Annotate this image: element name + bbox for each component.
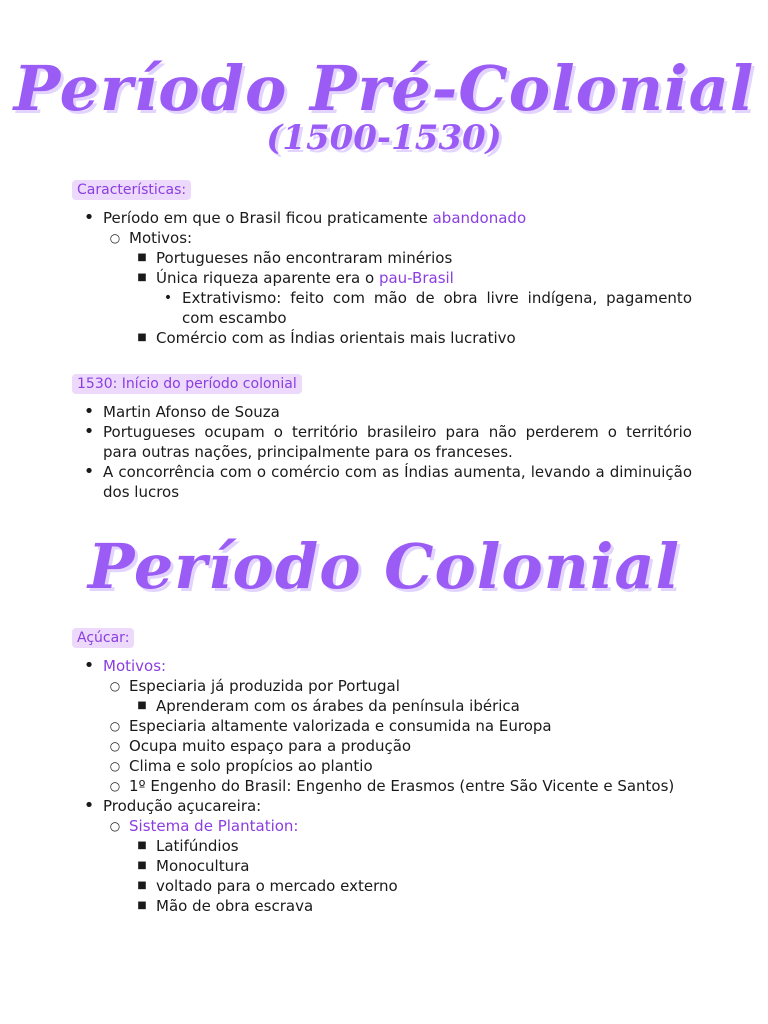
bullet-circle-icon: ○ — [109, 779, 121, 793]
item-text: Latifúndios — [156, 837, 239, 855]
list-item — [76, 856, 692, 876]
item-text: Comércio com as Índias orientais mais lucrativo — [156, 329, 516, 347]
list-item — [76, 776, 692, 796]
list-caracteristicas — [76, 208, 692, 348]
bullet-square-icon: ■ — [137, 272, 147, 283]
bullet-disc-icon: • — [83, 421, 95, 442]
bullet-square-icon: ■ — [137, 700, 147, 711]
subtitle-years: (1500-1530) — [266, 118, 502, 158]
list-item — [76, 876, 692, 896]
item-text: Ocupa muito espaço para a produção — [129, 737, 412, 755]
highlight-sistema-plantation: Sistema de Plantation: — [129, 817, 299, 835]
list-item — [76, 676, 692, 696]
bullet-square-icon: ■ — [137, 840, 147, 851]
item-text: Portugueses não encontraram minérios — [156, 249, 453, 267]
item-text: A concorrência com o comércio com as Índias aumenta, levando a diminuição dos lucros — [103, 463, 692, 501]
item-text: Extrativismo: feito com mão de obra livre indígena, pagamento com escambo — [182, 289, 692, 327]
bullet-disc-icon: • — [83, 461, 95, 482]
list-item — [76, 228, 692, 248]
list-acucar — [76, 656, 692, 916]
list-item — [76, 836, 692, 856]
list-item — [76, 816, 692, 836]
bullet-square-icon: ■ — [137, 900, 147, 911]
bullet-circle-icon: ○ — [109, 719, 121, 733]
list-item — [76, 756, 692, 776]
item-text: Motivos: — [129, 229, 193, 247]
bullet-square-icon: ■ — [137, 860, 147, 871]
item-text: Especiaria já produzida por Portugal — [129, 677, 400, 695]
bullet-circle-icon: ○ — [109, 819, 121, 833]
highlight-abandonado: abandonado — [432, 209, 527, 227]
tag-acucar: Açúcar: — [72, 628, 134, 648]
list-item — [76, 736, 692, 756]
bullet-square-icon: ■ — [137, 880, 147, 891]
list-item — [76, 796, 692, 816]
highlight-motivos: Motivos: — [103, 657, 167, 675]
list-item — [76, 402, 692, 422]
item-text: Clima e solo propícios ao plantio — [129, 757, 373, 775]
item-text: 1º Engenho do Brasil: Engenho de Erasmos (entre São Vicente e Santos) — [129, 777, 675, 795]
item-text: Produção açucareira: — [103, 797, 262, 815]
item-text: Monocultura — [156, 857, 250, 875]
bullet-circle-icon: ○ — [109, 679, 121, 693]
item-text: Mão de obra escrava — [156, 897, 314, 915]
bullet-circle-icon: ○ — [109, 739, 121, 753]
title-periodo-pre-colonial: Período Pré-Colonial — [13, 52, 755, 125]
item-text: Aprenderam com os árabes da península ibérica — [156, 697, 520, 715]
list-item — [76, 716, 692, 736]
bullet-disc-icon: • — [83, 207, 95, 228]
list-item — [76, 462, 692, 502]
list-1530 — [76, 402, 692, 502]
list-item — [76, 328, 692, 348]
item-text: voltado para o mercado externo — [156, 877, 398, 895]
bullet-square-icon: ■ — [137, 332, 147, 343]
list-item — [76, 288, 692, 328]
item-text: Única riqueza aparente era o — [156, 269, 379, 287]
bullet-circle-icon: ○ — [109, 231, 121, 245]
bullet-circle-icon: ○ — [109, 759, 121, 773]
list-item — [76, 422, 692, 462]
bullet-disc-icon: • — [83, 795, 95, 816]
item-text: Especiaria altamente valorizada e consumida na Europa — [129, 717, 552, 735]
title-periodo-colonial: Período Colonial — [87, 530, 681, 603]
highlight-pau-brasil: pau-Brasil — [378, 269, 454, 287]
list-item — [76, 896, 692, 916]
tag-caracteristicas: Características: — [72, 180, 191, 200]
item-text: Período em que o Brasil ficou praticamente — [103, 209, 433, 227]
bullet-disc-icon: • — [83, 655, 95, 676]
list-item — [76, 268, 692, 288]
list-item — [76, 248, 692, 268]
bullet-disc-icon: • — [83, 401, 95, 422]
item-text: Portugueses ocupam o território brasileiro para não perderem o território para outras nações, principalmente para os franceses. — [103, 423, 692, 461]
item-text: Martin Afonso de Souza — [103, 403, 280, 421]
bullet-square-icon: ■ — [137, 252, 147, 263]
bullet-disc-icon: • — [163, 290, 173, 306]
list-item — [76, 656, 692, 676]
list-item — [76, 696, 692, 716]
list-item — [76, 208, 692, 228]
tag-1530: 1530: Início do período colonial — [72, 374, 302, 394]
